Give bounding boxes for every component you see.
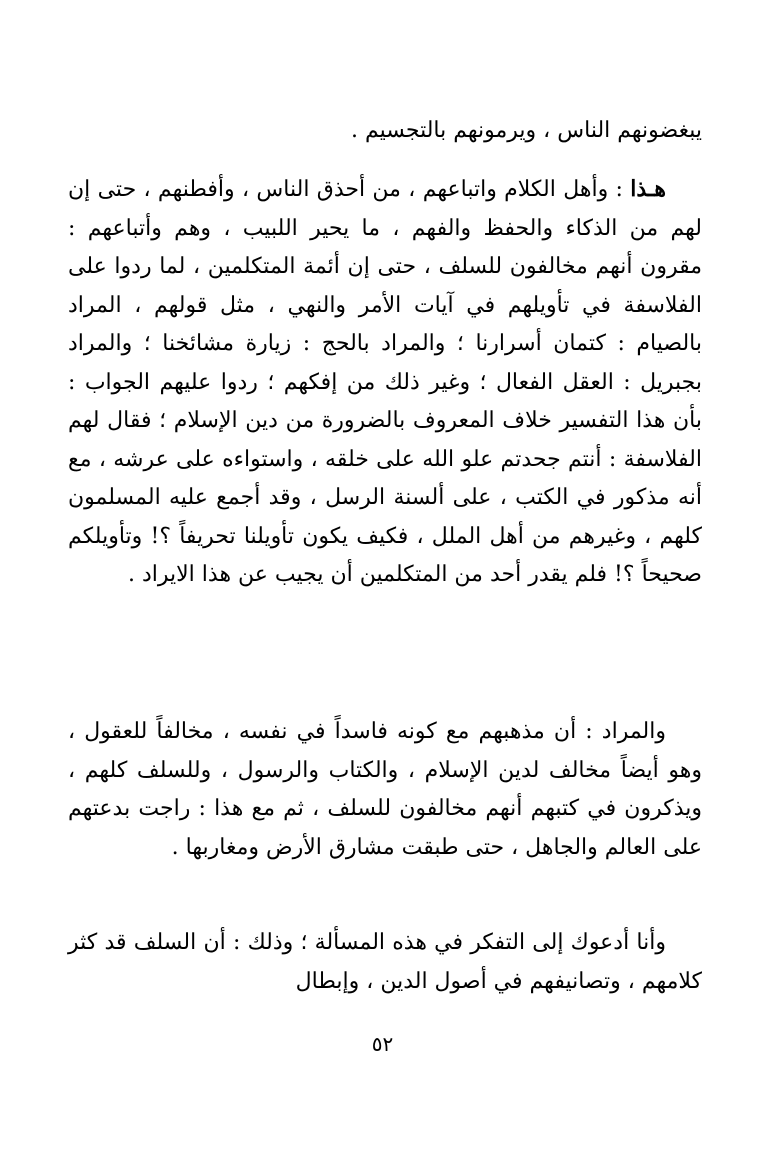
paragraph-2-body [68, 170, 702, 595]
paragraph-4-text: وأنا أدعوك إلى التفكر في هذه المسألة ؛ وذلك : أن السلف قد كثر كلامهم ، وتصانيفهم في أصول الدين ، وإبطال [68, 930, 702, 994]
paragraph-2-lead-word: هـذا [630, 176, 666, 202]
page-number: ٥٢ [371, 1032, 394, 1056]
paragraph-2-text: : وأهل الكلام واتباعهم ، من أحذق الناس ، وأفطنهم ، حتى إن لهم من الذكاء والحفظ والفهم ، ما يحير اللبيب ، وهم وأتباعهم : مقرون أنهم مخالفون للسلف ، حتى إن أئمة المتكلمين ، لما ردوا على الفلاسفة في تأويلهم في آيات الأمر والنهي ، مثل قولهم ، المراد بالصيام : كتمان أسرارنا ؛ والمراد بالحج : زيارة مشائخنا ؛ والمراد بجبريل : العقل الفعال ؛ وغير ذلك من إفكهم ؛ ردوا عليهم الجواب : بأن هذا التفسير خلاف المعروف بالضرورة من دين الإسلام ؛ فقال لهم الفلاسفة : أنتم جحدتم علو الله على خلقه ، واستواءه على عرشه ، مع أنه مذكور في الكتب ، على ألسنة الرسل ، وقد أجمع عليه المسلمون كلهم ، وغيرهم من أهل الملل ، فكيف يكون تأويلنا تحريفاً ؟! وتأويلكم صحيحاً ؟! فلم يقدر أحد من المتكلمين أن يجيب عن هذا الايراد . [68, 177, 702, 587]
paragraph-4 [68, 924, 702, 1001]
paragraph-1-text: يبغضونهم الناس ، ويرمونهم بالتجسيم . [350, 118, 702, 143]
paragraph-3 [68, 713, 702, 867]
paragraph-1 [68, 112, 702, 151]
paragraph-2 [68, 170, 702, 595]
paragraph-3-text: والمراد : أن مذهبهم مع كونه فاسداً في نفسه ، مخالفاً للعقول ، وهو أيضاً مخالف لدين الإسلام ، والكتاب والرسول ، وللسلف كلهم ، ويذكرون في كتبهم أنهم مخالفون للسلف ، ثم مع هذا : راجت بدعتهم على العالم والجاهل ، حتى طبقت مشارق الأرض ومغاربها . [68, 719, 702, 860]
